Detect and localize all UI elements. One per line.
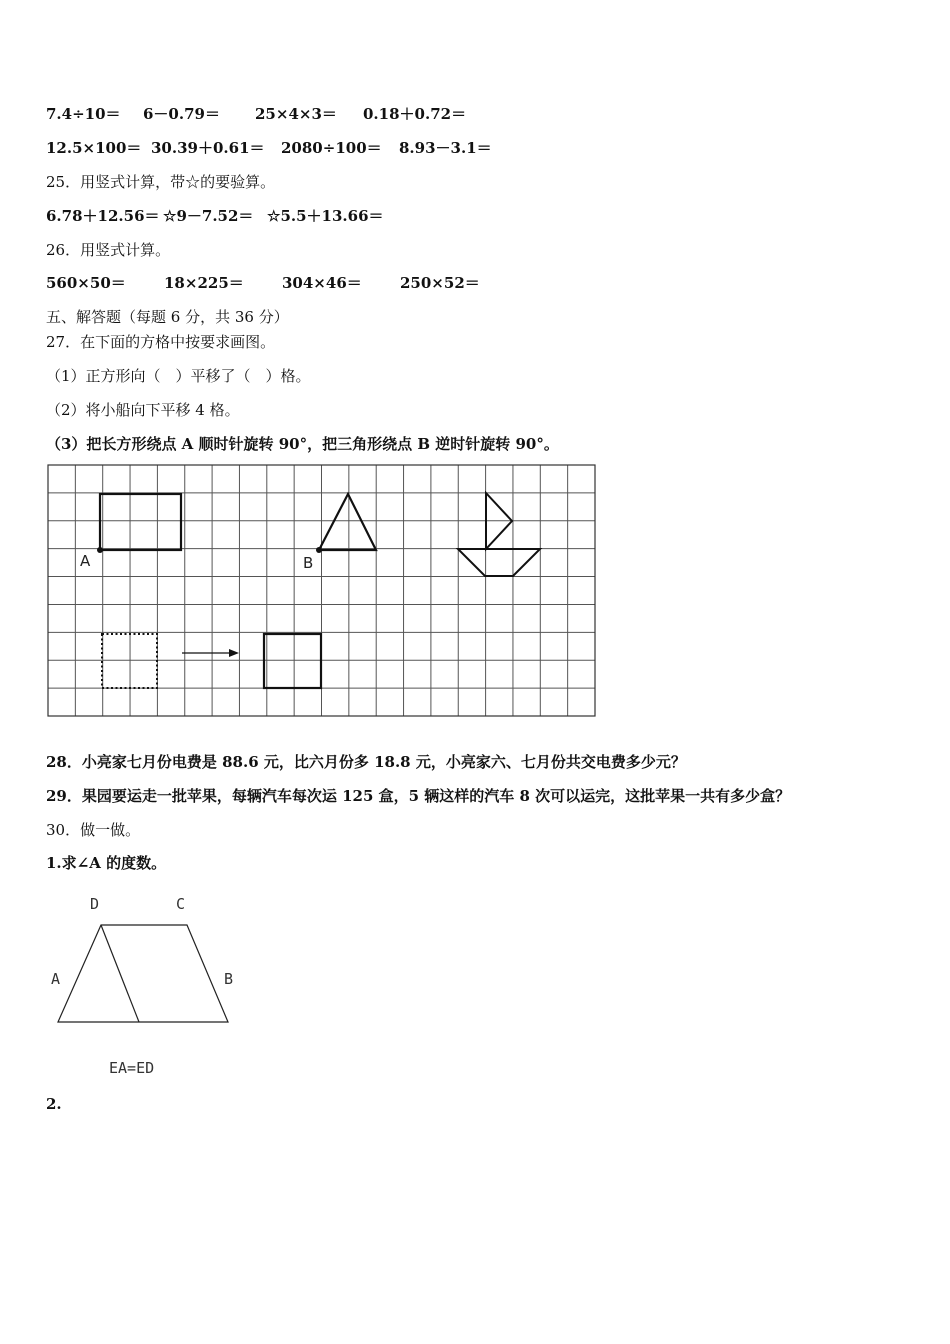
calc-1-3: 25×4×3＝ xyxy=(255,105,337,123)
q27-sub2: （2）将小船向下平移 4 格。 xyxy=(46,401,240,419)
label-c: C xyxy=(176,895,186,913)
q26-expr-4: 250×52＝ xyxy=(400,274,480,292)
calc-2-4: 8.93－3.1＝ xyxy=(399,139,492,157)
q25-expr-3: ☆5.5＋13.66＝ xyxy=(267,207,384,225)
q26-expr-3: 304×46＝ xyxy=(282,274,362,292)
segment-de xyxy=(101,925,139,1022)
q30-part2: 2. xyxy=(46,1095,62,1113)
label-d: D xyxy=(90,895,100,913)
q25-expr-2: ☆9－7.52＝ xyxy=(163,207,254,225)
label-a: A xyxy=(51,970,61,988)
point-a-label: A xyxy=(80,552,91,570)
caption-ea-ed: EA=ED xyxy=(109,1059,155,1077)
q26-title: 26．用竖式计算。 xyxy=(46,241,171,259)
triangle-shape xyxy=(319,494,376,550)
dotted-square xyxy=(102,634,157,688)
point-b-label: B xyxy=(303,554,314,572)
boat-hull xyxy=(458,549,540,576)
arrow-head-icon xyxy=(229,649,239,657)
label-b: B xyxy=(224,970,234,988)
solid-square xyxy=(264,634,321,688)
grid-figure xyxy=(47,464,597,718)
q27-sub1: （1）正方形向（ ）平移了（ ）格。 xyxy=(46,367,311,385)
q27-sub3: （3）把长方形绕点 A 顺时针旋转 90°，把三角形绕点 B 逆时针旋转 90°。 xyxy=(46,435,559,453)
q25-expr-1: 6.78＋12.56＝ xyxy=(46,207,160,225)
rectangle-shape xyxy=(100,494,181,550)
q30-title: 30．做一做。 xyxy=(46,821,141,839)
q27-title: 27．在下面的方格中按要求画图。 xyxy=(46,333,276,351)
section-5-heading: 五、解答题（每题 6 分，共 36 分） xyxy=(46,308,289,326)
q28-text: 28．小亮家七月份电费是 88.6 元，比六月份多 18.8 元，小亮家六、七月份共交电费多少元？ xyxy=(46,753,686,771)
calc-2-3: 2080÷100＝ xyxy=(281,139,382,157)
calc-1-2: 6－0.79＝ xyxy=(143,105,220,123)
calc-2-1: 12.5×100＝ xyxy=(46,139,142,157)
calc-2-2: 30.39＋0.61＝ xyxy=(151,139,265,157)
trapezoid-figure xyxy=(46,888,246,1083)
calc-1-4: 0.18＋0.72＝ xyxy=(363,105,467,123)
q26-expr-2: 18×225＝ xyxy=(164,274,244,292)
q29-text: 29．果园要运走一批苹果，每辆汽车每次运 125 盒，5 辆这样的汽车 8 次可以运完，这批苹果一共有多少盒？ xyxy=(46,787,791,805)
q30-part1: 1.求∠A 的度数。 xyxy=(46,854,167,872)
q26-expr-1: 560×50＝ xyxy=(46,274,126,292)
trapezoid-shape xyxy=(58,925,228,1022)
point-b-dot xyxy=(316,547,322,553)
q25-title: 25．用竖式计算，带☆的要验算。 xyxy=(46,173,276,191)
calc-1-1: 7.4÷10＝ xyxy=(46,105,121,123)
point-a-dot xyxy=(97,547,103,553)
